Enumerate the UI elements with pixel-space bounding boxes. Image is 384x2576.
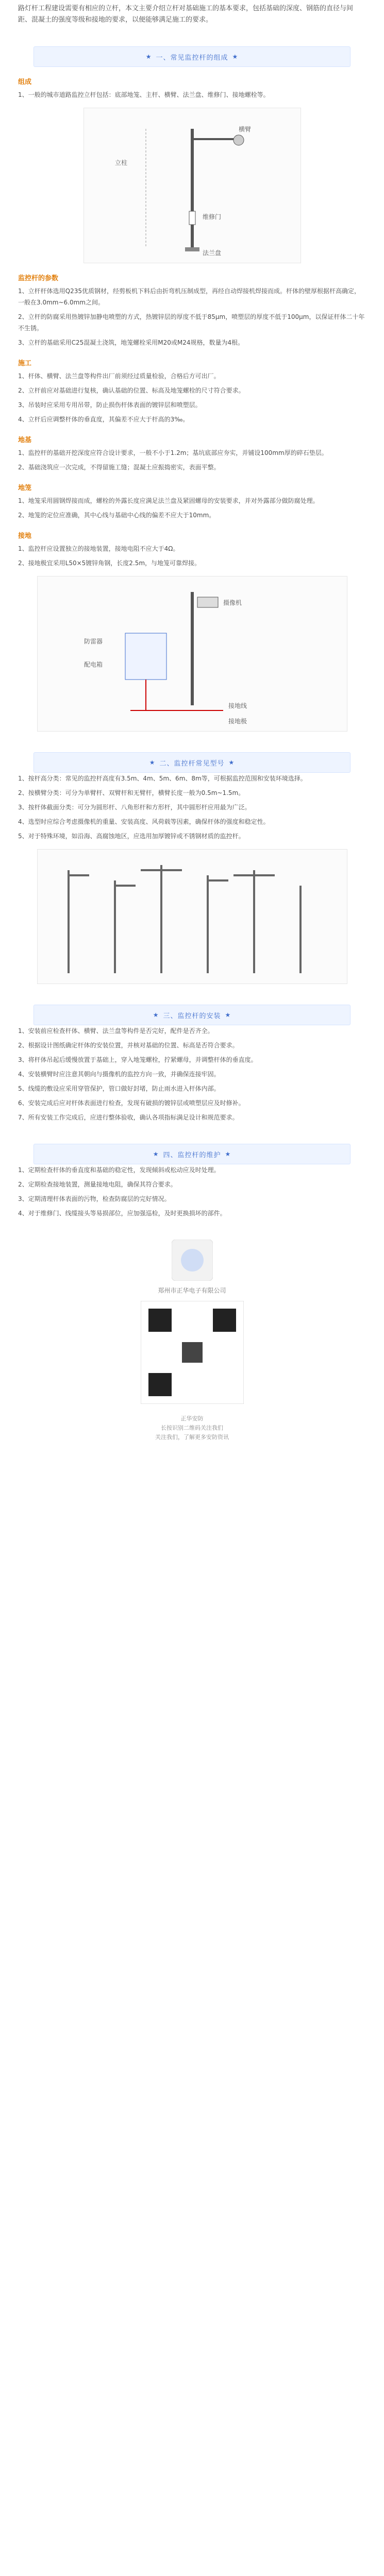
star-icon: ★ [153,1150,159,1158]
paragraph: 2、定期检查接地装置，测量接地电阻，确保其符合要求。 [18,1181,177,1188]
subheading-foundation: 地基 [18,436,32,444]
paragraph: 1、地笼采用圆钢焊接而成，螺栓的外露长度应满足法兰盘及紧固螺母的安装要求，并对外露部分做防腐处理。 [18,497,319,504]
section-title-3: 三、监控杆的安装 [163,1012,221,1020]
paragraph: 1、监控杆的基础开挖深度应符合设计要求，一般不小于1.2m；基坑底部应夯实，并铺设100mm厚的碎石垫层。 [18,449,328,456]
section-title-4: 四、监控杆的维护 [163,1151,221,1159]
paragraph: 2、根据设计图纸确定杆体的安装位置，并核对基础的位置、标高是否符合要求。 [18,1042,239,1049]
paragraph: 3、按杆体截面分类：可分为圆形杆、八角形杆和方形杆，其中圆形杆应用最为广泛。 [18,804,251,811]
paragraph: 3、吊装时应采用专用吊带，防止损伤杆体表面的镀锌层和喷塑层。 [18,401,202,409]
footer-card [48,1240,337,1442]
paragraph: 2、按横臂分类：可分为单臂杆、双臂杆和无臂杆，横臂长度一般为0.5m~1.5m。 [18,789,245,796]
section-banner-4 [34,1144,350,1164]
paragraph: 2、地笼的定位应准确，其中心线与基础中心线的偏差不应大于10mm。 [18,512,215,519]
company-name: 郑州市正华电子有限公司 [158,1287,226,1294]
company-logo [172,1240,213,1281]
star-icon: ★ [145,53,152,60]
subheading-composition: 组成 [18,78,32,86]
paragraph: 7、所有安装工作完成后，应进行整体验收，确认各项指标满足设计和规范要求。 [18,1114,239,1121]
grounding-diagram [37,576,347,732]
paragraph: 5、对于特殊环境，如沿海、高腐蚀地区，应选用加厚镀锌或不锈钢材质的监控杆。 [18,833,245,840]
notes-1: 正华安防 [180,1415,204,1422]
article [18,0,366,1442]
star-icon: ★ [228,759,235,766]
diagram-label: 立柱 [114,159,127,166]
paragraph: 3、立杆的基础采用C25混凝土浇筑，地笼螺栓采用M20或M24规格，数量为4根。 [18,339,244,346]
notes-3: 关注我们，了解更多安防资讯 [155,1434,229,1440]
paragraph: 2、基础浇筑应一次完成，不得留施工缝；混凝土应振捣密实，表面平整。 [18,464,220,471]
paragraph: 4、对于维修门、线缆接头等易损部位，应加强巡检，及时更换损坏的部件。 [18,1210,226,1217]
diagram-label: 维修门 [202,213,221,221]
star-icon: ★ [225,1150,231,1158]
paragraph: 3、将杆体吊起后缓慢放置于基础上，穿入地笼螺栓，拧紧螺母，并调整杆体的垂直度。 [18,1056,257,1063]
paragraph: 6、安装完成后应对杆体表面进行检查，发现有破损的镀锌层或喷塑层应及时修补。 [18,1099,245,1107]
paragraph: 4、安装横臂时应注意其朝向与摄像机的监控方向一致，并确保连接牢固。 [18,1071,220,1078]
paragraph: 1、杆体、横臂、法兰盘等构件出厂前须经过质量检验，合格后方可出厂。 [18,372,220,380]
diagram-label: 接地线 [228,702,247,709]
paragraph: 4、选型时应综合考虑摄像机的重量、安装高度、风荷载等因素，确保杆体的强度和稳定性。 [18,818,270,825]
section-banner-1 [34,46,350,67]
diagram-label: 摄像机 [223,599,242,606]
subheading-cage: 地笼 [18,484,32,492]
paragraph: 1、一般的城市道路监控立杆包括：底部地笼、主杆、横臂、法兰盘、维修门、接地螺栓等。 [18,91,270,98]
paragraph: 1、安装前应检查杆体、横臂、法兰盘等构件是否完好，配件是否齐全。 [18,1027,214,1035]
subheading-construction: 施工 [18,360,32,367]
notes-2: 长按识别二维码关注我们 [161,1425,223,1431]
star-icon: ★ [225,1011,231,1019]
diagram-label: 配电箱 [84,661,103,668]
pole-structure-diagram [84,108,301,263]
diagram-label: 接地极 [228,718,247,725]
diagram-label: 横臂 [238,126,251,133]
section-banner-2 [34,752,350,773]
star-icon: ★ [153,1011,159,1019]
pole-types-figure [37,849,347,984]
star-icon: ★ [232,53,239,60]
star-icon: ★ [149,759,156,766]
paragraph: 4、立杆后应调整杆体的垂直度，其偏差不应大于杆高的3‰。 [18,416,189,423]
subheading-grounding: 接地 [18,532,32,540]
section-banner-3 [34,1005,350,1025]
intro-paragraph: 路灯杆工程建设需要有相应的立杆，本文主要介绍立杆对基础施工的基本要求，包括基础的深度、钢筋的直径与间距、混凝土的强度等级和接地的要求，以便能够满足施工的要求。 [18,5,354,24]
qr-code [141,1301,244,1404]
diagram-label: 法兰盘 [202,249,221,257]
paragraph: 2、立杆的防腐采用热镀锌加静电喷塑的方式，热镀锌层的厚度不低于85μm，喷塑层的厚度不低于100μm，以保证杆体二十年不生锈。 [18,313,365,332]
subheading-params: 监控杆的参数 [18,275,59,282]
paragraph: 1、按杆高分类：常见的监控杆高度有3.5m、4m、5m、6m、8m等，可根据监控范围和安装环境选择。 [18,775,307,782]
paragraph: 2、立杆前应对基础进行复核，确认基础的位置、标高及地笼螺栓的尺寸符合要求。 [18,387,245,394]
paragraph: 1、定期检查杆体的垂直度和基础的稳定性，发现倾斜或松动应及时处理。 [18,1166,220,1174]
paragraph: 5、线缆的敷设应采用穿管保护，管口做好封堵，防止雨水进入杆体内部。 [18,1085,220,1092]
section-title-1: 一、常见监控杆的组成 [156,54,228,62]
paragraph: 2、接地极宜采用L50×5镀锌角钢，长度2.5m，与地笼可靠焊接。 [18,560,201,567]
paragraph: 1、立杆杆体选用Q235优质钢材，经剪板机下料后由折弯机压制成型，再经自动焊接机焊接而成。杆体的壁厚根据杆高确定，一般在3.0mm~6.0mm之间。 [18,287,360,306]
diagram-label: 防雷器 [84,638,103,645]
section-title-2: 二、监控杆常见型号 [159,759,225,768]
paragraph: 3、定期清理杆体表面的污物，检查防腐层的完好情况。 [18,1195,171,1202]
paragraph: 1、监控杆应设置独立的接地装置，接地电阻不应大于4Ω。 [18,545,179,552]
